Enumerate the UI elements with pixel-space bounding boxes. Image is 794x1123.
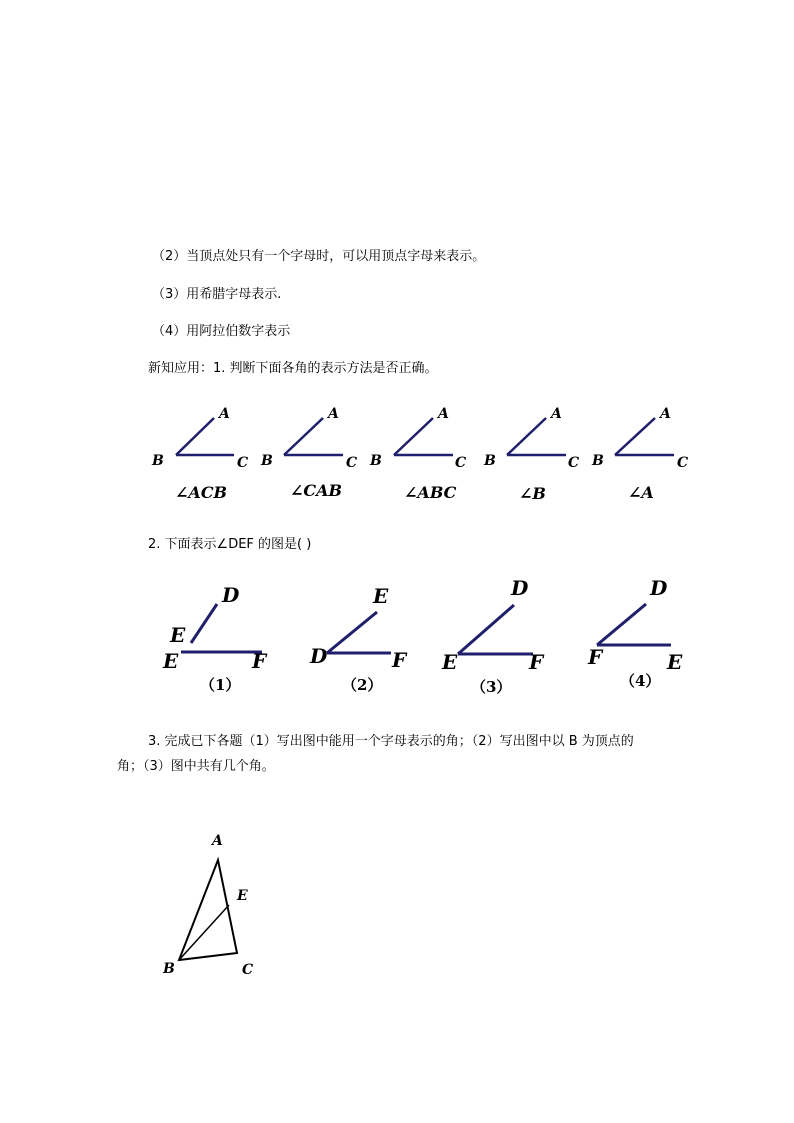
angle-5-right-label: C <box>677 455 689 471</box>
angle-2-right-label: C <box>346 455 358 471</box>
text-line-4: （4）用阿拉伯数字表示 <box>152 324 291 339</box>
angle-figure-3 <box>369 406 466 502</box>
option-2-number: （2） <box>342 676 383 694</box>
question-3-line-2: 角；（3）图中共有几个角。 <box>117 759 275 774</box>
angle-figure-2 <box>260 406 357 500</box>
angle-4-top-label: A <box>551 406 562 422</box>
option-3-number: （3） <box>471 678 512 696</box>
option-4-number: （4） <box>620 672 661 690</box>
triangle-label-b: B <box>163 961 175 977</box>
option-4-label-f: F <box>588 645 603 669</box>
angle-5-top-label: A <box>660 406 671 422</box>
option-3 <box>441 576 545 696</box>
option-4-label-d: D <box>650 576 668 600</box>
angle-4-right-label: C <box>568 455 580 471</box>
option-2-label-f: F <box>392 648 407 672</box>
angle-1-vertex-label: B <box>152 453 164 469</box>
angle-2-caption: ∠CAB <box>290 481 343 500</box>
angle-5-caption: ∠A <box>628 483 654 502</box>
angle-figure-1 <box>151 406 248 502</box>
question-1: 新知应用：1. 判断下面各角的表示方法是否正确。 <box>148 361 438 376</box>
triangle-label-a: A <box>212 833 223 849</box>
triangle-figure <box>150 820 350 990</box>
angle-4-vertex-label: B <box>484 453 496 469</box>
option-3-label-f: F <box>529 650 544 674</box>
question-2: 2. 下面表示∠DEF 的图是( ) <box>148 537 312 552</box>
option-1-label-e-lower: E <box>163 649 179 673</box>
text-line-2: （2）当顶点处只有一个字母时，可以用顶点字母来表示。 <box>152 249 486 264</box>
options-figure <box>0 570 794 700</box>
option-1-number: （1） <box>200 676 241 694</box>
option-1 <box>162 583 268 694</box>
option-3-label-d: D <box>511 576 529 600</box>
triangle-label-e: E <box>237 888 248 904</box>
angle-2-top-label: A <box>328 406 339 422</box>
option-2 <box>309 584 408 694</box>
option-1-label-d: D <box>222 583 240 607</box>
angle-3-top-label: A <box>438 406 449 422</box>
option-2-label-d: D <box>310 644 328 668</box>
option-1-label-e-upper: E <box>170 623 186 647</box>
option-4-label-e: E <box>667 650 683 674</box>
option-1-label-f: F <box>252 649 267 673</box>
angle-3-right-label: C <box>455 455 467 471</box>
angle-3-vertex-label: B <box>370 453 382 469</box>
angle-5-vertex-label: B <box>592 453 604 469</box>
angle-1-top-label: A <box>219 406 230 422</box>
option-2-label-e: E <box>373 584 389 608</box>
angle-1-caption: ∠ACB <box>175 483 228 502</box>
triangle-label-c: C <box>242 962 254 978</box>
angle-4-caption: ∠B <box>519 484 546 503</box>
option-4 <box>587 576 683 690</box>
angle-figure-4 <box>483 406 579 503</box>
option-3-label-e: E <box>442 650 458 674</box>
angle-1-right-label: C <box>237 455 249 471</box>
text-line-3: （3）用希腊字母表示. <box>152 287 282 302</box>
angle-3-caption: ∠ABC <box>404 483 457 502</box>
angles-figure <box>0 400 794 503</box>
question-3-line-1: 3. 完成已下各题（1）写出图中能用一个字母表示的角；（2）写出图中以 B 为顶点的 <box>148 734 634 749</box>
angle-figure-5 <box>591 406 688 502</box>
angle-2-vertex-label: B <box>261 453 273 469</box>
